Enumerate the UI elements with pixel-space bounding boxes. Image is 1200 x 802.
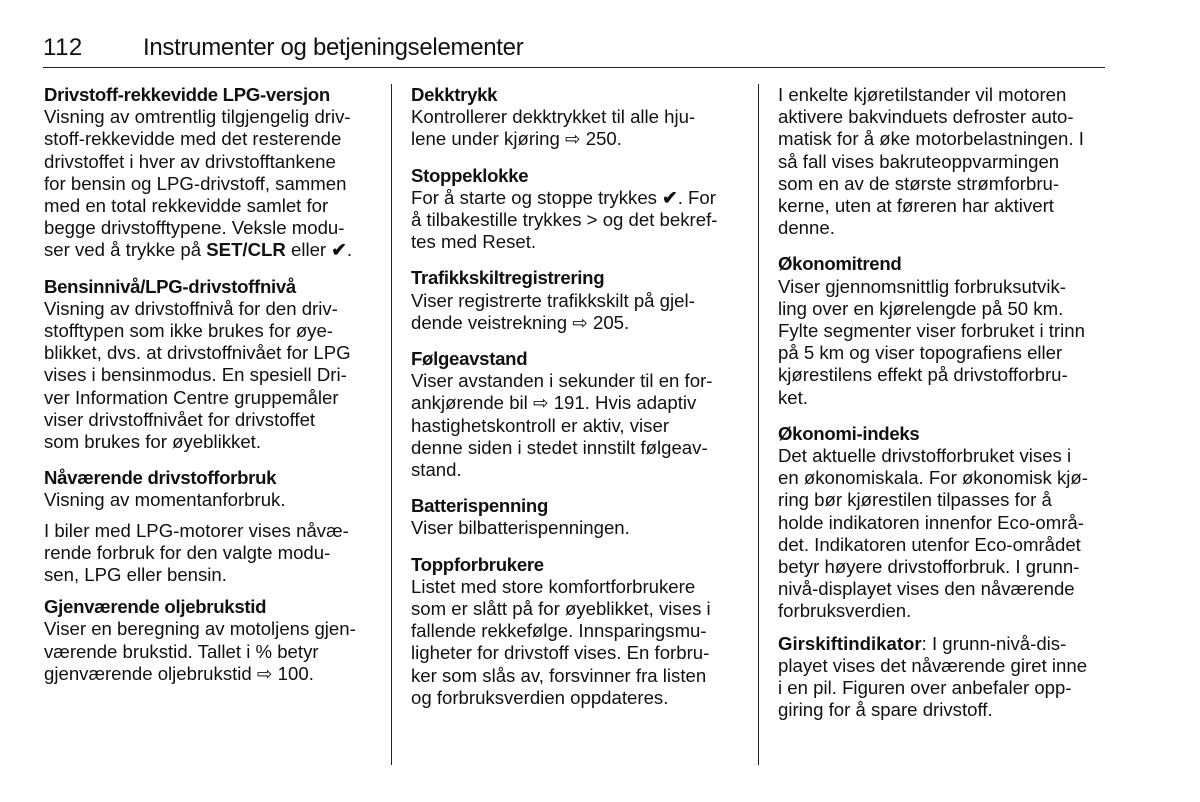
section-heading: Drivstoff-rekkevidde LPG-versjon [44, 84, 330, 105]
section-body: I enkelte kjøretilstander vil motoren aktivere bakvinduets defroster auto- matisk for å øke motorbelastningen. I så fall vises bakruteoppvarmingen som en av de største strømforbru- kerne, uten at føreren har aktivert denne. [778, 84, 1084, 239]
section-body: Listet med store komfortforbrukere som er slått på for øyeblikket, vises i fallende rekkefølge. Innsparingsmu- ligheter for drivstoff vises. En forbru- ker som slås av, forsvinner fra listen og forbruksverdien oppdateres. [411, 575, 711, 708]
section-shift-indicator [778, 633, 1112, 722]
section-traffic-sign [411, 267, 745, 334]
section-fuel-level [44, 276, 378, 454]
section-body: Viser en beregning av motoljens gjen- værende brukstid. Tallet i % betyr gjenværende oljebrukstid ⇨ 100. [44, 618, 356, 684]
section-tyre-pressure [411, 84, 745, 151]
shift-indicator-term: Girskiftindikator [778, 632, 922, 654]
check-icon: ✔ [331, 239, 347, 261]
section-heading: Bensinnivå/LPG-drivstoffnivå [44, 275, 296, 297]
section-heading: Økonomi-indeks [778, 422, 920, 444]
check-icon: ✔ [662, 186, 678, 208]
section-body: Girskiftindikator: I grunn-nivå-dis- playet vises det nåværende giret inne i en pil. Figuren over anbefaler opp- giring for å spare drivstoff. [778, 632, 1088, 721]
section-heading: Batterispenning [411, 495, 549, 517]
section-body: Det aktuelle drivstofforbruket vises i en økonomiskala. For økonomisk kjø- ring bør kjørestilen tilpasses for å holde indikatoren innenfor Eco-områ- det. Indikatoren utenfor Eco-området betyr høyere drivstofforbruk. I grunn- nivå-displayet vises den nåværende forbruksverdien. [778, 445, 1088, 622]
page-header [43, 33, 1105, 68]
chapter-title: Instrumenter og betjeningselementer [143, 34, 524, 61]
section-battery-voltage [411, 495, 745, 539]
section-economy-index [778, 423, 1112, 623]
section-heading: Toppforbrukere [411, 553, 544, 575]
section-current-consumption [44, 467, 378, 586]
section-body: I biler med LPG-motorer vises nåvæ- rende forbruk for den valgte modu- sen, LPG eller bensin. [44, 519, 349, 586]
section-stopwatch [411, 165, 745, 254]
section-top-consumers [411, 554, 745, 709]
section-following-distance [411, 348, 745, 481]
column-divider [391, 84, 392, 765]
section-defroster-note [778, 84, 1112, 239]
section-heading: Nåværende drivstofforbruk [44, 467, 277, 489]
column-3 [778, 84, 1112, 735]
section-body: Visning av drivstoffnivå for den driv- stofftypen som ikke brukes for øye- blikket, dvs. at drivstoffnivået for LPG vises i bensinmodus. En spesiell Dri- ver Information Centre gruppemåler viser drivstoffnivået for drivstoffet som brukes for øyeblikket. [44, 297, 351, 453]
section-heading: Dekktrykk [411, 84, 498, 105]
section-economy-trend [778, 253, 1112, 408]
column-2 [411, 84, 745, 723]
section-body: Viser bilbatterispenningen. [411, 517, 630, 539]
section-heading: Trafikkskiltregistrering [411, 267, 605, 289]
section-body: Kontrollerer dekktrykket til alle hju- lene under kjøring ⇨ 250. [411, 106, 696, 150]
section-heading: Følgeavstand [411, 348, 528, 370]
page-number: 112 [43, 34, 83, 61]
section-body: Viser avstanden i sekunder til en for- ankjørende bil ⇨ 191. Hvis adaptiv hastighetskontroll er aktiv, viser denne siden i stedet innstilt følgeav- stand. [411, 370, 713, 481]
section-heading: Gjenværende oljebrukstid [44, 596, 267, 618]
section-body: Viser registrerte trafikkskilt på gjel- dende veistrekning ⇨ 205. [411, 289, 695, 333]
column-divider [758, 84, 759, 765]
section-fuel-range-lpg [44, 84, 378, 262]
section-body: Viser gjennomsnittlig forbruksutvik- ling over en kjørelengde på 50 km. Fylte segmenter viser forbruket i trinn på 5 km og viser topografiens eller kjørestilens effekt på drivstofforbru- ket. [778, 275, 1085, 408]
section-body: Visning av omtrentlig tilgjengelig driv- stoff-rekkevidde med det resterende drivstoffet i hver av drivstofftankene for bensin og LPG-drivstoff, sammen med en total rekkevidde samlet for begge drivstofftypene. Veksle modu- ser ved å trykke på SET/CLR eller ✔. [44, 106, 353, 261]
column-1 [44, 84, 378, 699]
section-body: For å starte og stoppe trykkes ✔. For å tilbakestille trykkes > og det bekref- tes med Reset. [411, 186, 718, 253]
section-heading: Økonomitrend [778, 253, 902, 275]
section-body: Visning av momentanforbruk. [44, 489, 286, 511]
set-clr-key: SET/CLR [206, 239, 286, 261]
section-oil-life [44, 596, 378, 685]
section-heading: Stoppeklokke [411, 164, 529, 186]
